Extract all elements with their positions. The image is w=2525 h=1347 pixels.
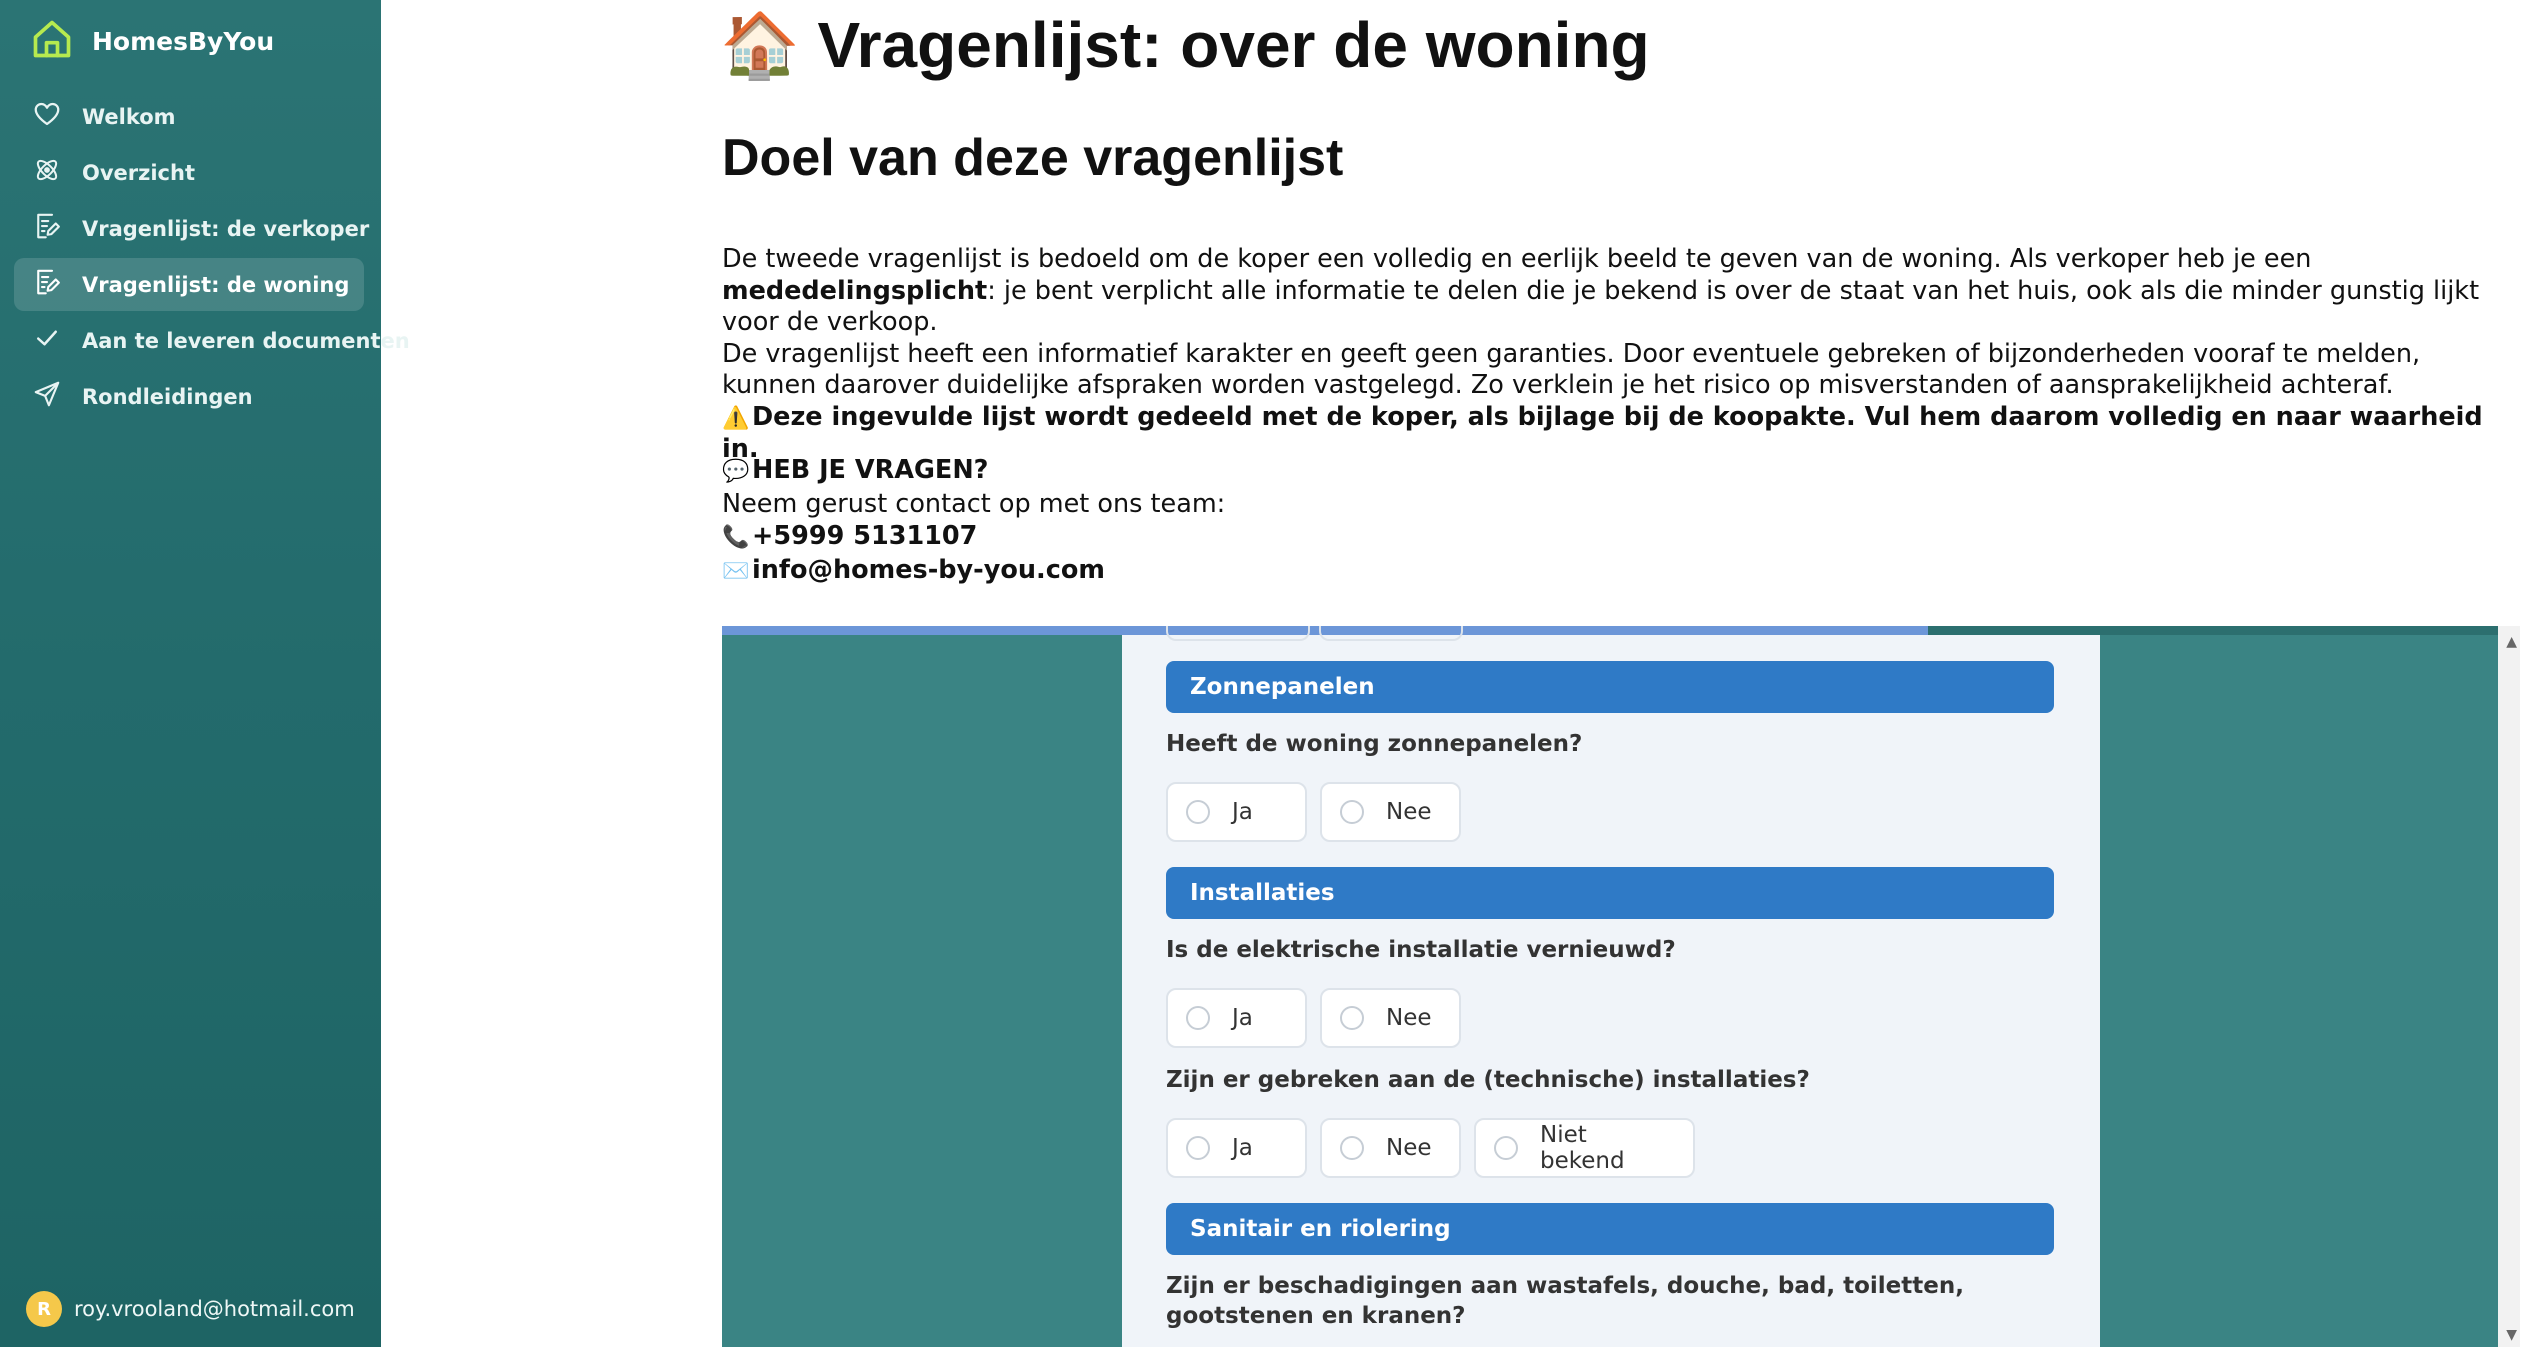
previous-option-fragment [1319,626,1463,641]
question-label: Is de elektrische installatie vernieuwd? [1166,937,1676,963]
radio-circle[interactable] [1186,1136,1210,1160]
radio-option-nee[interactable]: Nee [1320,1118,1461,1178]
section-header-sanitair: Sanitair en riolering [1166,1203,2054,1255]
sidebar [0,0,410,1347]
avatar: R [26,1291,62,1327]
send-icon [32,379,62,414]
question-label: Zijn er beschadigingen aan wastafels, douche, bad, toiletten, gootstenen en kranen? [1166,1273,1964,1329]
speech-bubble-icon: 💬 [722,459,750,484]
radio-option-ja[interactable]: Ja [1166,988,1307,1048]
contact-line: Neem gerust contact op met ons team: [722,489,1226,519]
house-emoji-icon: 🏠 [720,9,800,81]
radio-group [1166,782,1461,842]
questionnaire-frame[interactable] [722,626,2520,1347]
sidebar-item-label: Vragenlijst: de verkoper [82,216,370,241]
frame-top-bar [1928,626,2520,635]
radio-group [1166,1118,1695,1178]
sidebar-item-vragenlijst-verkoper[interactable] [14,202,370,255]
sidebar-item-welkom[interactable] [14,90,364,143]
scroll-down-arrow-icon[interactable]: ▼ [2506,1327,2517,1343]
user-email: roy.vrooland@hotmail.com [74,1297,355,1321]
radio-option-ja[interactable]: Ja [1166,782,1307,842]
atom-icon [32,155,62,190]
mededelingsplicht-term: mededelingsplicht [722,275,988,306]
form-icon [32,267,62,302]
radio-option-nee[interactable]: Nee [1320,988,1461,1048]
section-header-zonnepanelen: Zonnepanelen [1166,661,2054,713]
sidebar-item-vragenlijst-woning[interactable] [14,258,364,311]
question-label: Zijn er gebreken aan de (technische) installaties? [1166,1067,1810,1093]
home-icon [30,17,74,65]
question-label: Heeft de woning zonnepanelen? [1166,731,1583,757]
contact-heading: 💬 HEB JE VRAGEN? [722,454,1225,488]
brand[interactable] [30,16,274,66]
form-panel [1122,635,2100,1347]
phone-icon: 📞 [722,525,750,550]
radio-circle[interactable] [1494,1136,1518,1160]
radio-circle[interactable] [1340,1006,1364,1030]
frame-scrollbar[interactable] [2498,626,2520,1347]
sidebar-item-label: Rondleidingen [82,384,253,409]
sidebar-item-overzicht[interactable] [14,146,364,199]
contact-block [722,454,1225,588]
envelope-icon: ✉️ [722,559,750,584]
radio-circle[interactable] [1340,800,1364,824]
contact-phone[interactable]: 📞 +5999 5131107 [722,520,1225,554]
warning-text: ⚠️ Deze ingevulde lijst wordt gedeeld met de koper, als bijlage bij de koopakte. Vul hem daarom volledig en naar waarheid in. [722,401,2483,464]
sidebar-nav [14,90,410,426]
sidebar-item-label: Vragenlijst: de woning [82,272,350,297]
section-heading: Doel van deze vragenlijst [722,129,1344,187]
radio-option-ja[interactable]: Ja [1166,1118,1307,1178]
user-profile[interactable] [26,1291,355,1327]
sidebar-item-label: Welkom [82,104,176,129]
page-title-text: Vragenlijst: over de woning [817,9,1650,81]
sidebar-item-rondleidingen[interactable] [14,370,364,423]
sidebar-item-label: Aan te leveren documenten [82,328,410,353]
warning-icon: ⚠️ [722,405,750,431]
radio-circle[interactable] [1340,1136,1364,1160]
radio-option-nee[interactable]: Nee [1320,782,1461,842]
radio-group [1166,988,1461,1048]
sidebar-item-label: Overzicht [82,160,195,185]
previous-option-fragment [1166,626,1310,641]
intro-text [722,244,2518,466]
form-icon [32,211,62,246]
brand-name: HomesByYou [92,26,275,56]
page-title [720,8,1650,83]
scroll-up-arrow-icon[interactable]: ▲ [2506,634,2517,650]
intro-paragraph-2: De vragenlijst heeft een informatief karakter en geeft geen garanties. Door eventuele gebreken of bijzonderheden vooraf te melden, kunnen daarover duidelijke afspraken worden vastgelegd. Zo verklein je het risico op misverstanden of aansprakelijkheid achteraf. [722,338,2421,400]
radio-option-niet-bekend[interactable]: Niet bekend [1474,1118,1695,1178]
contact-email[interactable]: ✉️ info@homes-by-you.com [722,554,1225,588]
heart-icon [32,99,62,134]
section-header-installaties: Installaties [1166,867,2054,919]
radio-circle[interactable] [1186,1006,1210,1030]
check-icon [32,323,62,358]
intro-paragraph-1: De tweede vragenlijst is bedoeld om de koper een volledig en eerlijk beeld te geven van de woning. Als verkoper heb je een mededelingsplicht: je bent verplicht alle informatie te delen die je bekend is over de staat van het huis, ook als die minder gunstig lijkt voor de verkoop. [722,244,2480,337]
sidebar-item-documenten[interactable] [14,314,410,367]
radio-circle[interactable] [1186,800,1210,824]
